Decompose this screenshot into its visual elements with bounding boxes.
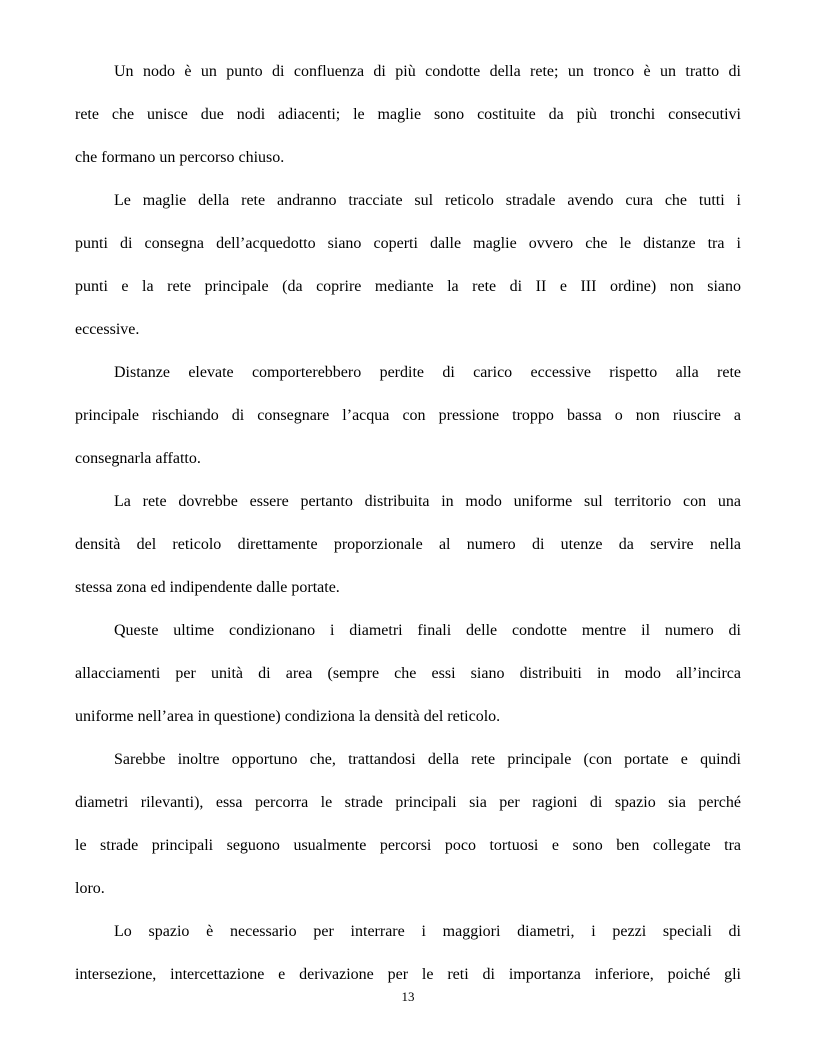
text-line: che formano un percorso chiuso. bbox=[75, 149, 285, 166]
text-line: punti di consegna dell’acquedotto siano coperti dalle maglie ovvero che le distanze tra i bbox=[75, 235, 741, 252]
text-line: principale rischiando di consegnare l’acqua con pressione troppo bassa o non riuscire a bbox=[75, 407, 741, 424]
paragraph bbox=[75, 738, 741, 910]
text-line: rete che unisce due nodi adiacenti; le maglie sono costituite da più tronchi consecutivi bbox=[75, 106, 741, 123]
paragraph bbox=[75, 179, 741, 351]
text-line: allacciamenti per unità di area (sempre che essi siano distribuiti in modo all’incirca bbox=[75, 665, 741, 682]
paragraph bbox=[75, 480, 741, 609]
text-line: Un nodo è un punto di confluenza di più condotte della rete; un tronco è un tratto di bbox=[114, 63, 741, 80]
text-line: loro. bbox=[75, 880, 105, 897]
text-line: Distanze elevate comporterebbero perdite di carico eccessive rispetto alla rete bbox=[114, 364, 741, 381]
text-line: La rete dovrebbe essere pertanto distribuita in modo uniforme sul territorio con una bbox=[114, 493, 741, 510]
text-line: Le maglie della rete andranno tracciate sul reticolo stradale avendo cura che tutti i bbox=[114, 192, 741, 209]
text-line: intersezione, intercettazione e derivazione per le reti di importanza inferiore, poiché gli bbox=[75, 966, 741, 983]
text-line: Sarebbe inoltre opportuno che, trattandosi della rete principale (con portate e quindi bbox=[114, 751, 741, 768]
text-line: diametri rilevanti), essa percorra le strade principali sia per ragioni di spazio sia perché bbox=[75, 794, 741, 811]
page-number: 13 bbox=[401, 989, 415, 1004]
text-line: densità del reticolo direttamente proporzionale al numero di utenze da servire nella bbox=[75, 536, 741, 553]
text-line: eccessive. bbox=[75, 321, 140, 338]
text-line: le strade principali seguono usualmente percorsi poco tortuosi e sono ben collegate tra bbox=[75, 837, 741, 854]
paragraph bbox=[75, 910, 741, 996]
text-line: Queste ultime condizionano i diametri finali delle condotte mentre il numero di bbox=[114, 622, 741, 639]
paragraph bbox=[75, 609, 741, 738]
document-body bbox=[75, 50, 741, 996]
paragraph bbox=[75, 50, 741, 179]
text-line: Lo spazio è necessario per interrare i maggiori diametri, i pezzi speciali di bbox=[114, 923, 741, 940]
text-line: uniforme nell’area in questione) condiziona la densità del reticolo. bbox=[75, 708, 501, 725]
text-line: stessa zona ed indipendente dalle portate. bbox=[75, 579, 340, 596]
text-line: consegnarla affatto. bbox=[75, 450, 201, 467]
text-line: punti e la rete principale (da coprire mediante la rete di II e III ordine) non siano bbox=[75, 278, 741, 295]
paragraph bbox=[75, 351, 741, 480]
